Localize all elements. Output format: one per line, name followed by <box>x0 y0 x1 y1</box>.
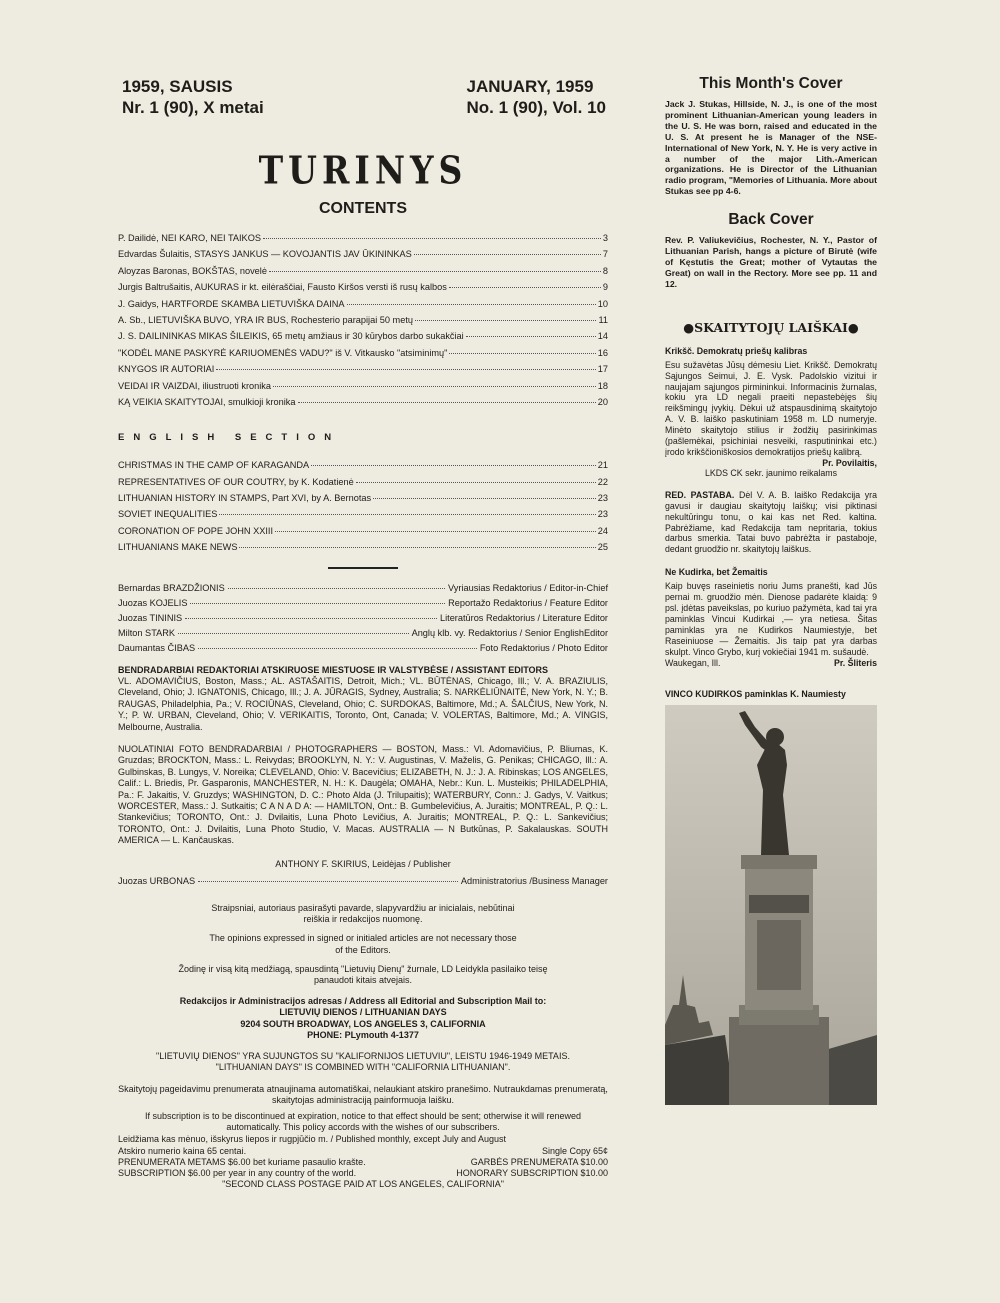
staff-role: Literatūros Redaktorius / Literature Editor <box>439 613 608 624</box>
english-toc-entry-row <box>118 493 608 509</box>
business-manager-name: Juozas URBONAS <box>118 875 196 886</box>
merged-notice <box>118 1051 608 1073</box>
toc-entry-row <box>118 397 608 413</box>
toc-entry-row <box>118 364 608 380</box>
monument-illustration <box>665 705 877 1105</box>
english-toc-entry-page: 23 <box>597 493 608 504</box>
cover-title: This Month's Cover <box>699 75 843 92</box>
english-toc-entry-title: CORONATION OF POPE JOHN XXIII <box>118 525 274 536</box>
issue-number-en: No. 1 (90), Vol. 10 <box>466 98 606 117</box>
staff-role: Vyriausias Redaktorius / Editor-in-Chief <box>448 582 608 593</box>
editor-note <box>665 490 877 555</box>
business-manager <box>118 876 608 891</box>
toc-entry-title: P. Dailidė, NEI KARO, NEI TAIKOS <box>118 233 261 243</box>
right-column <box>665 75 877 1105</box>
staff-role: Foto Redaktorius / Photo Editor <box>479 643 608 654</box>
english-toc-entry-row <box>118 477 608 493</box>
toc-entry-page: 7 <box>602 249 608 260</box>
editor-note-label: RED. PASTABA. <box>665 489 735 500</box>
english-toc-entry-title: LITHUANIANS MAKE NEWS <box>118 542 238 553</box>
turinys-title: TURINYS <box>258 148 468 193</box>
prenumerata-row <box>118 1157 608 1168</box>
table-of-contents <box>118 233 608 413</box>
dot-leader <box>190 603 445 604</box>
published-line: Leidžiama kas mėnuo, išskyrus liepos ir rugpjūčio m. / Published monthly, except July and August <box>118 1134 507 1145</box>
dot-leader <box>311 465 596 466</box>
dot-leader <box>449 353 595 354</box>
merged-notice-en: "LITHUANIAN DAYS" IS COMBINED WITH "CALIFORNIA LITHUANIAN". <box>215 1062 511 1073</box>
toc-entry-row <box>118 249 608 265</box>
assistant-editors-list: VL. ADOMAVIČIUS, Boston, Mass.; AL. ASTAŠAITIS, Detroit, Mich.; VL. BŪTĖNAS, Chicago, Ill.; V. A. BRAZIULIS, Cleveland, Ohio; J. IGNATONIS, Chicago, Ill.; J. A. JŪRAGIS, Sydney, Australia; S. NARKĖLIŪNAITĖ, New York, N. Y.; B. RAUGAS, Philadelphia, Pa.; V. ROCIŪNAS, Cleveland, Ohio; C. SURDOKAS, Baltimore, Md.; A. ŠALČIUS, New York, N. Y.; P. W. URBAN, Cleveland, Ohio; V. VERIKAITIS, Toronto, Ont, Canada; V. VOLERTAS, Baltimore, Md.; A. VINGIS, Melbourne, Australia. <box>118 675 608 732</box>
letter2-sign-row <box>665 658 877 669</box>
toc-entry-title: Jurgis Baltrušaitis, AUKURAS ir kt. eilėraščiai, Fausto Kiršos versti iš rusų kalbos <box>118 282 447 293</box>
address-line1: Redakcijos ir Administracijos adresas / Address all Editorial and Subscription Mail to: <box>179 996 547 1007</box>
issue-number-lt: Nr. 1 (90), X metai <box>122 98 264 117</box>
issue-date-lt: 1959, SAUSIS <box>122 77 233 96</box>
toc-entry-title: KĄ VEIKIA SKAITYTOJAI, smulkioji kronika <box>118 396 296 407</box>
staff-name: Milton STARK <box>118 628 176 639</box>
honorary-en: HONORARY SUBSCRIPTION $10.00 <box>456 1167 608 1178</box>
toc-entry-row <box>118 282 608 298</box>
dot-leader <box>239 547 595 548</box>
toc-entry-page: 16 <box>597 347 608 358</box>
address-line2: LIETUVIŲ DIENOS / LITHUANIAN DAYS <box>279 1007 447 1018</box>
dot-leader <box>466 336 596 337</box>
letter2-body: Kaip buvęs raseinietis noriu Jums pranešti, kad Jūs pernai m. gruodžio mėn. Dienose padarėte klaidą: 9 psl. įdėtas paveikslas, po kuriuo pažymėta, kad tai yra paminklas Vincui Kudirkai ,— yra netiesa. Šitas paminklas yra ne Kudirkos Naumiestyje, bet Raseiniuose — Žemaitis. Jis taip pat yra darbas skulpt. Vinco Grybo, kurį vokiečiai 1941 m. sušaudė. <box>665 581 877 657</box>
english-toc-entry-page: 24 <box>597 525 608 536</box>
english-toc-entry-page: 22 <box>597 476 608 487</box>
toc-entry-row <box>118 331 608 347</box>
staff-name: Daumantas ČIBAS <box>118 643 196 654</box>
letter2-signature: Pr. Šliteris <box>833 657 877 668</box>
photographers-list: NUOLATINIAI FOTO BENDRADARBIAI / PHOTOGRAPHERS — BOSTON, Mass.: Vl. Adomavičius, P. Bliumas, K. Gruzdas; BROCKTON, Mass.: L. Reivydas; BROOKLYN, N. Y.: V. Augustinas, V. Maželis, G. Penikas; CHICAGO, Ill.: A. Gulbinskas, B. Lungys, V. Noreika; CLEVELAND, Ohio: V. Bacevičius; ELIZABETH, N. J.: J. A. Ribinskas; LOS ANGELES, Calif.: L. Briedis, Pr. Gasparonis, MANCHESTER, N. H.: K. Daugėla; OMAHA, Nebr.: Kun. L. Musteikis; PHILADELPHIA, Pa.: F. Jakaitis, V. Gruzdys; WASHINGTON, D. C.: Photo Alda (J. Trilupaitis); WATERBURY, Conn.: J. Gadys, V. Vaitkus; WORCESTER, Mass.: J. Sutkaitis; C A N A D A: — HAMILTON, Ont.: B. Gumbelevičius, A. Juraitis; MONTREAL, P. Q.: L. Stankevičius; TORONTO, Ont.: J. Dvilaitis, Luna Photo Levičius, A. Juraitis; MONTREAL, P. Q.: L. Sankevičius; TORONTO, Ont.: J. Dvilaitis, Luna Photo Studio, V. Macas. AUSTRALIA — N Butkūnas, P. Sakalauskas. SOUTH AMERICA — L. Kančauskas. <box>118 744 608 846</box>
dot-leader <box>275 531 596 532</box>
english-toc-entry-title: REPRESENTATIVES OF OUR COUTRY, by K. Kodatienė <box>118 476 354 487</box>
toc-entry-row <box>118 381 608 397</box>
address-line4: PHONE: PLymouth 4-1377 <box>307 1029 419 1040</box>
subscription-en: SUBSCRIPTION $6.00 per year in any country of the world. <box>118 1167 357 1178</box>
toc-entry-title: Aloyzas Baronas, BOKŠTAS, novelė <box>118 265 267 276</box>
single-copy-lt: Atskiro numerio kaina 65 centai. <box>118 1145 247 1156</box>
address-line3: 9204 SOUTH BROADWAY, LOS ANGELES 3, CALIFORNIA <box>240 1018 486 1029</box>
english-toc-entry-row <box>118 460 608 476</box>
postage-line: "SECOND CLASS POSTAGE PAID AT LOS ANGELES, CALIFORNIA" <box>222 1179 504 1190</box>
toc-entry-row <box>118 299 608 315</box>
dot-leader <box>198 648 477 649</box>
toc-entry-page: 11 <box>598 314 608 325</box>
divider-rule <box>328 567 398 569</box>
english-toc-entry-page: 25 <box>597 542 608 553</box>
editorial-staff <box>118 583 608 659</box>
subscription-row <box>118 1168 608 1179</box>
toc-entry-title: VEIDAI IR VAIZDAI, iliustruoti kronika <box>118 380 271 391</box>
english-toc-entry-title: LITHUANIAN HISTORY IN STAMPS, Part XVI, by A. Bernotas <box>118 493 372 504</box>
dot-leader <box>415 320 596 321</box>
issue-header-en <box>466 76 606 118</box>
letter1-body: Esu sužavėtas Jūsų dėmesiu Liet. Krikšč. Demokratų Sąjungos Seimui, J. E. Vysk. Padolskio vizitui ir naujajam sąjungos pirmininkui. Informacinis žurnalas, kokiu yra LD negali praeiti nepastebėjęs šių reikšmingų įvykių. Dėkui už atspausdinimą skaitytojo A. V. B. laiško paskutiniam 1958 m. LD numeryje. Minėto skaitytojo stilius ir žodžių pasirinkimas (pašlemėkai, psichiniai nesveiki, rasputininkai etc.) įrodo krikščioniškosios demokratijos priešų kalibrą. <box>665 359 877 457</box>
staff-row <box>118 598 608 613</box>
toc-entry-row <box>118 315 608 331</box>
toc-entry-page: 17 <box>597 364 608 375</box>
dot-leader <box>216 369 595 370</box>
dot-leader <box>273 386 596 387</box>
publisher-line: ANTHONY F. SKIRIUS, Leidėjas / Publisher <box>275 858 451 869</box>
left-column <box>118 70 608 1190</box>
staff-role: Reportažo Redaktorius / Feature Editor <box>448 597 608 608</box>
assistant-editors-heading: BENDRADARBIAI REDAKTORIAI ATSKIRUOSE MIESTUOSE IR VALSTYBĖSE / ASSISTANT EDITORS <box>118 664 549 675</box>
toc-entry-page: 3 <box>602 233 608 243</box>
back-cover-text: Rev. P. Valiukevičius, Rochester, N. Y., Pastor of Lithuanian Parish, hangs a picture of Birutė (wife of Kęstutis the Great; mother of Vytautas the Great) on wall in the Rectory. More see pp. 11 and 12. <box>665 235 877 289</box>
prenumerata-lt: PRENUMERATA METAMS $6.00 bet kuriame pasaulio krašte. <box>118 1156 366 1167</box>
photo-caption: VINCO KUDIRKOS paminklas K. Naumiesty <box>665 688 846 699</box>
staff-role: Anglų klb. vy. Redaktorius / Senior EnglishEditor <box>411 628 608 639</box>
toc-entry-page: 10 <box>597 298 608 309</box>
dot-leader <box>414 254 601 255</box>
notice-lt-reuse: Žodinę ir visą kitą medžiagą, spausdintą "Lietuvių Dienų" žurnale, LD Leidykla pasilaiko teisę panaudoti kitais atvejais. <box>178 963 548 986</box>
business-manager-role: Administratorius /Business Manager <box>460 875 608 886</box>
english-toc-entry-row <box>118 509 608 525</box>
notice-en: The opinions expressed in signed or initialed articles are not necessary those of the Editors. <box>209 933 517 955</box>
dot-leader <box>263 238 601 239</box>
toc-entry-page: 20 <box>597 396 608 407</box>
kudirka-monument-photo <box>665 705 877 1105</box>
dot-leader <box>298 402 596 403</box>
dot-leader <box>347 304 596 305</box>
address-block <box>118 996 608 1041</box>
staff-name: Bernardas BRAZDŽIONIS <box>118 582 225 593</box>
english-toc-entry-row <box>118 542 608 558</box>
single-copy-en: Single Copy 65¢ <box>541 1145 608 1156</box>
dot-leader <box>228 588 445 589</box>
english-toc-entry-title: CHRISTMAS IN THE CAMP OF KARAGANDA <box>118 460 310 471</box>
toc-entry-title: A. Sb., LIETUVIŠKA BUVO, YRA IR BUS, Rochesterio parapijai 50 metų <box>118 314 413 325</box>
letter1-signature: Pr. Povilaitis, <box>822 457 877 468</box>
dot-leader <box>373 498 596 499</box>
dot-leader <box>356 482 596 483</box>
toc-entry-page: 9 <box>602 282 608 293</box>
merged-notice-lt: "LIETUVIŲ DIENOS" YRA SUJUNGTOS SU "KALIFORNIJOS LIETUVIU", LEISTU 1946-1949 METAIS. <box>156 1051 570 1062</box>
toc-entry-row <box>118 233 608 249</box>
english-toc-entry-page: 21 <box>597 460 608 471</box>
toc-entry-page: 18 <box>597 380 608 391</box>
staff-row <box>118 628 608 643</box>
renewal-notice-lt: Skaitytojų pageidavimu prenumerata atnaujinama automatiškai, nelaukiant atskiro pranešimo. Nutraukdamas prenumeratą, skaitytojas administraciją painformuoja laišku. <box>118 1083 608 1105</box>
letter2-heading: Ne Kudirka, bet Žemaitis <box>665 567 768 578</box>
english-toc-entry-title: SOVIET INEQUALITIES <box>118 509 218 520</box>
back-cover-title: Back Cover <box>728 211 814 229</box>
toc-entry-title: J. S. DAILININKAS MIKAS ŠILEIKIS, 65 metų amžiaus ir 30 kūrybos darbo sukakčiai <box>118 331 464 342</box>
english-section-heading: ENGLISH SECTION <box>118 432 341 444</box>
letters-heading: ●SKAITYTOJŲ LAIŠKAI● <box>683 319 859 335</box>
notice-lt: Straipsniai, autoriaus pasirašyti pavarde, slapyvardžiu ar inicialais, nebūtinai reiškia ir redakcijos nuomonę. <box>211 903 515 925</box>
english-toc-entry-page: 23 <box>597 509 608 520</box>
dot-leader <box>185 618 437 619</box>
renewal-notice-en: If subscription is to be discontinued at expiration, notice to that effect should be sent; otherwise it will renewed automatically. This policy accords with the wishes of our subscribers. <box>144 1110 582 1133</box>
honorary-lt: GARBĖS PRENUMERATA $10.00 <box>470 1156 608 1167</box>
editor-note-body: Dėl V. A. B. laiško Redakcija yra gavusi ir daugiau skaitytojų laiškų; visi piktinasi nekultūringu tonu, o kai kas net Red. kaltina. Pabrėžiame, kad Redakcija tam nepritaria, tokius darbus smerkia. Tatai buvo pabrėžta ir pastaboje, dedant gruodžio nr. skaitytojų laiškus. <box>665 489 877 555</box>
issue-header <box>118 70 608 130</box>
staff-name: Juozas KOJELIS <box>118 597 188 608</box>
staff-row <box>118 613 608 628</box>
dot-leader <box>449 287 601 288</box>
staff-name: Juozas TININIS <box>118 613 183 624</box>
toc-entry-page: 8 <box>602 265 608 276</box>
staff-row <box>118 643 608 658</box>
issue-header-lt <box>122 76 264 118</box>
toc-entry-row <box>118 266 608 282</box>
english-table-of-contents <box>118 460 608 558</box>
toc-entry-title: "KODĖL MANE PASKYRĖ KARIUOMENĖS VADU?" iš V. Vitkausko "atsiminimų" <box>118 347 448 358</box>
cover-text: Jack J. Stukas, Hillside, N. J., is one of the most prominent Lithuanian-American young leaders in the U. S. He was born, raised and educated in the U. S. At present he is Manager of the NSE-International of New York, N. Y. He is very active in a number of the major Lith.-American organizations. He is Director of the Lithuanian radio program, "Memories of Lithuania. More about Stukas see pp 4-6. <box>665 99 877 197</box>
toc-entry-title: KNYGOS IR AUTORIAI <box>118 364 215 375</box>
contents-title: CONTENTS <box>319 200 407 217</box>
dot-leader <box>269 271 601 272</box>
single-copy-row <box>118 1146 608 1157</box>
staff-row <box>118 583 608 598</box>
letter1-heading: Krikšč. Demokratų priešų kalibras <box>665 345 808 356</box>
toc-entry-title: J. Gaidys, HARTFORDE SKAMBA LIETUVIŠKA DAINA <box>118 298 345 309</box>
letter2-place: Waukegan, Ill. <box>665 657 721 668</box>
dot-leader <box>178 633 409 634</box>
letter1-signature-title: LKDS CK sekr. jaunimo reikalams <box>704 467 837 478</box>
toc-entry-page: 14 <box>597 331 608 342</box>
english-toc-entry-row <box>118 526 608 542</box>
toc-entry-title: Edvardas Šulaitis, STASYS JANKUS — KOVOJANTIS JAV ŪKININKAS <box>118 249 412 260</box>
issue-date-en: JANUARY, 1959 <box>466 77 594 96</box>
dot-leader <box>219 514 595 515</box>
toc-entry-row <box>118 348 608 364</box>
